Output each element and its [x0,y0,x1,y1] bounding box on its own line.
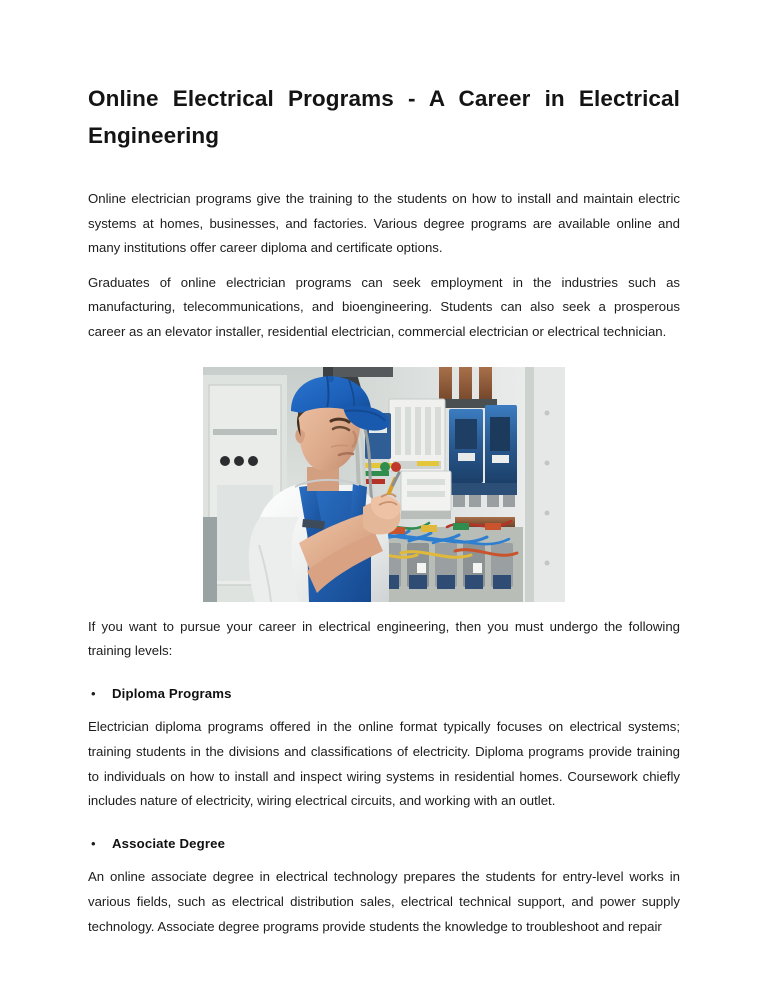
document-content [88,80,680,939]
paragraph-training-levels-lead: If you want to pursue your career in electrical engineering, then you must undergo the following training levels: [88,618,680,659]
list-item-diploma-programs [88,682,680,707]
list-item-label: Diploma Programs [112,685,232,701]
electrician-photo [203,367,565,602]
list-item-associate-degree [88,832,680,857]
paragraph-associate-body: An online associate degree in electrical technology prepares the students for entry-level works in various fields, such as electrical distribution sales, electrical technical support, and power supply technology. Associate degree programs provide students the knowledge to troubleshoot and repair [88,869,680,934]
list-item-label: Associate Degree [112,835,226,851]
paragraph-intro: Online electrician programs give the training to the students on how to install and maintain electric systems at homes, businesses, and factories. Various degree programs are available online and many institutions offer career diploma and certificate options. [88,191,680,256]
bullet-marker-icon: • [91,835,96,851]
bullet-marker-icon: • [91,685,96,701]
figure-electrician [203,367,565,602]
page-title: Online Electrical Programs - A Career in Electrical Engineering [88,86,680,148]
paragraph-diploma-body: Electrician diploma programs offered in the online format typically focuses on electrical systems; training students in the divisions and classifications of electricity. Diploma programs provide training to individuals on how to install and inspect wiring systems in residential homes. Coursework chiefly includes nature of electricity, wiring electrical circuits, and working with an outlet. [88,719,680,809]
paragraph-graduates: Graduates of online electrician programs can seek employment in the industries such as manufacturing, telecommunications, and bioengineering. Students can also seek a prosperous career as an elevator installer, residential electrician, commercial electrician or electrical technician. [88,274,680,339]
